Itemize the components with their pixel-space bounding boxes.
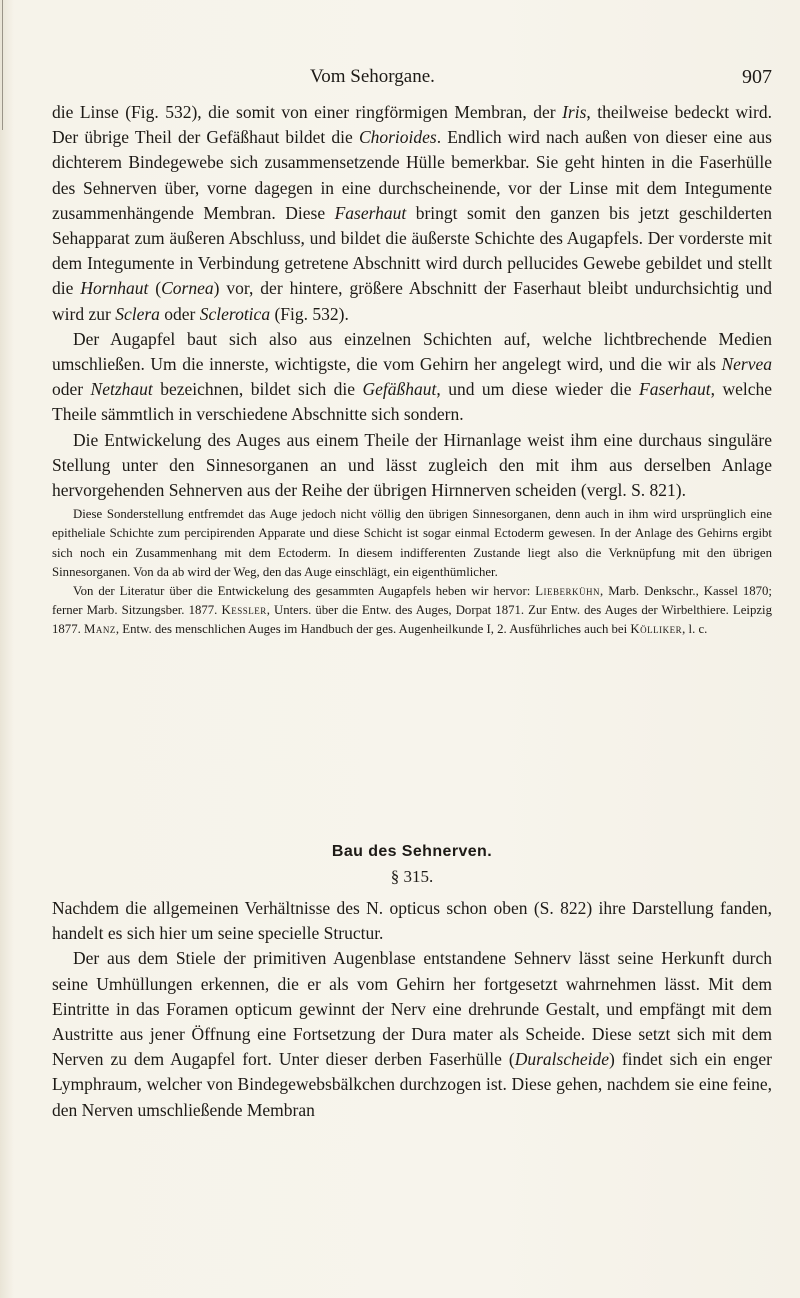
paragraph-1: die Linse (Fig. 532), die somit von einer ringförmigen Membran, der Iris, theilweise bedeckt wird. Der übrige Theil der Gefäßhaut bildet die Chorioides. Endlich wird nach außen von dieser eine aus dichterem Bindegewebe sich zusammensetzende Hülle bemerkbar. Sie geht hinten in die Faserhülle des Sehnerven über, vorne dagegen in eine durchscheinende, vor der Linse mit dem Integumente zusammenhängende Membran. Diese Faserhaut bringt somit den ganzen bis jetzt geschilderten Sehapparat zum äußeren Abschluss, und bildet die äußerste Schichte des Augapfels. Der vorderste mit dem Integumente in Verbindung getretene Abschnitt wird durch pellucides Gewebe gebildet und stellt die Hornhaut (Cornea) vor, der hintere, größere Abschnitt der Faserhaut bleibt undurchsichtig und wird zur Sclera oder Sclerotica (Fig. 532). <box>52 102 772 324</box>
note-paragraph-literature: Von der Literatur über die Entwickelung des gesammten Augapfels heben wir hervor: Lieberkühn, Marb. Denkschr., Kassel 1870; ferner Marb. Sitzungsber. 1877. Kessler, Unters. über die Entw. des Auges, Dorpat 1871. Zur Entw. des Auges der Wirbelthiere. Leipzig 1877. Manz, Entw. des menschlichen Auges im Handbuch der ges. Augenheilkunde I, 2. Ausführliches auch bei Kölliker, l. c. <box>52 584 773 637</box>
page-number: 907 <box>742 66 772 88</box>
running-head: Vom Sehorgane. <box>310 66 435 87</box>
note-paragraph-1: Diese Sonderstellung entfremdet das Auge jedoch nicht völlig den übrigen Sinnesorganen, denn auch in ihm wird ursprünglich eine epitheliale Schichte zum percipirenden Apparate und diese Schicht ist sogar einmal Ectoderm gewesen. In der Anlage des Gehirns ergibt sich noch ein Zusammenhang mit dem Ectoderm. In diesem indifferenten Zustande liegt also die Verknüpfung mit den übrigen Sinnesorganen. Von da ab wird der Weg, den das Auge einschlägt, ein eigenthümlicher. <box>52 507 772 579</box>
section-title: Bau des Sehnerven. <box>331 843 493 860</box>
section-number: § 315. <box>390 867 434 886</box>
paragraph-2: Der Augapfel baut sich also aus einzelnen Schichten auf, welche lichtbrechende Medien umschließen. Um die innerste, wichtigste, die vom Gehirn her angelegt wird, und die wir als Nervea oder Netzhaut bezeichnen, bildet sich die Gefäßhaut, und um diese wieder die Faserhaut, welche Theile sämmtlich in verschiedene Abschnitte sich sondern. <box>52 328 772 425</box>
paragraph-5: Der aus dem Stiele der primitiven Augenblase entstandene Sehnerv lässt seine Herkunft durch seine Umhüllungen erkennen, die er als vom Gehirn her fortgesetzt wahrnehmen lässt. Mit dem Eintritte in das Foramen opticum gewinnt der Nerv eine drehrunde Gestalt, und empfängt mit dem Austritte aus jener Öffnung eine Fortsetzung der Dura mater als Scheide. Diese setzt sich mit dem Nerven zu dem Augapfel fort. Unter dieser derben Faserhülle (Duralscheide) findet sich ein enger Lymphraum, welcher von Bindegewebsbälkchen durchzogen ist. Diese gehen, nachdem sie eine feine, den Nerven umschließende Membran <box>52 948 773 1120</box>
page-header <box>40 66 772 96</box>
body-bottom <box>52 896 772 1123</box>
body-top <box>52 100 772 640</box>
paragraph-4: Nachdem die allgemeinen Verhältnisse des N. opticus schon oben (S. 822) ihre Darstellung fanden, handelt es sich hier um seine specielle Structur. <box>52 898 772 944</box>
binding-edge <box>2 0 3 130</box>
paragraph-3: Die Entwickelung des Auges aus einem Theile der Hirnanlage weist ihm eine durchaus singuläre Stellung unter den Sinnesorganen an und lässt zugleich den mit ihm aus derselben Anlage hervorgehenden Sehnerven aus der Reihe der übrigen Hirnnerven scheiden (vergl. S. 821). <box>52 429 772 501</box>
